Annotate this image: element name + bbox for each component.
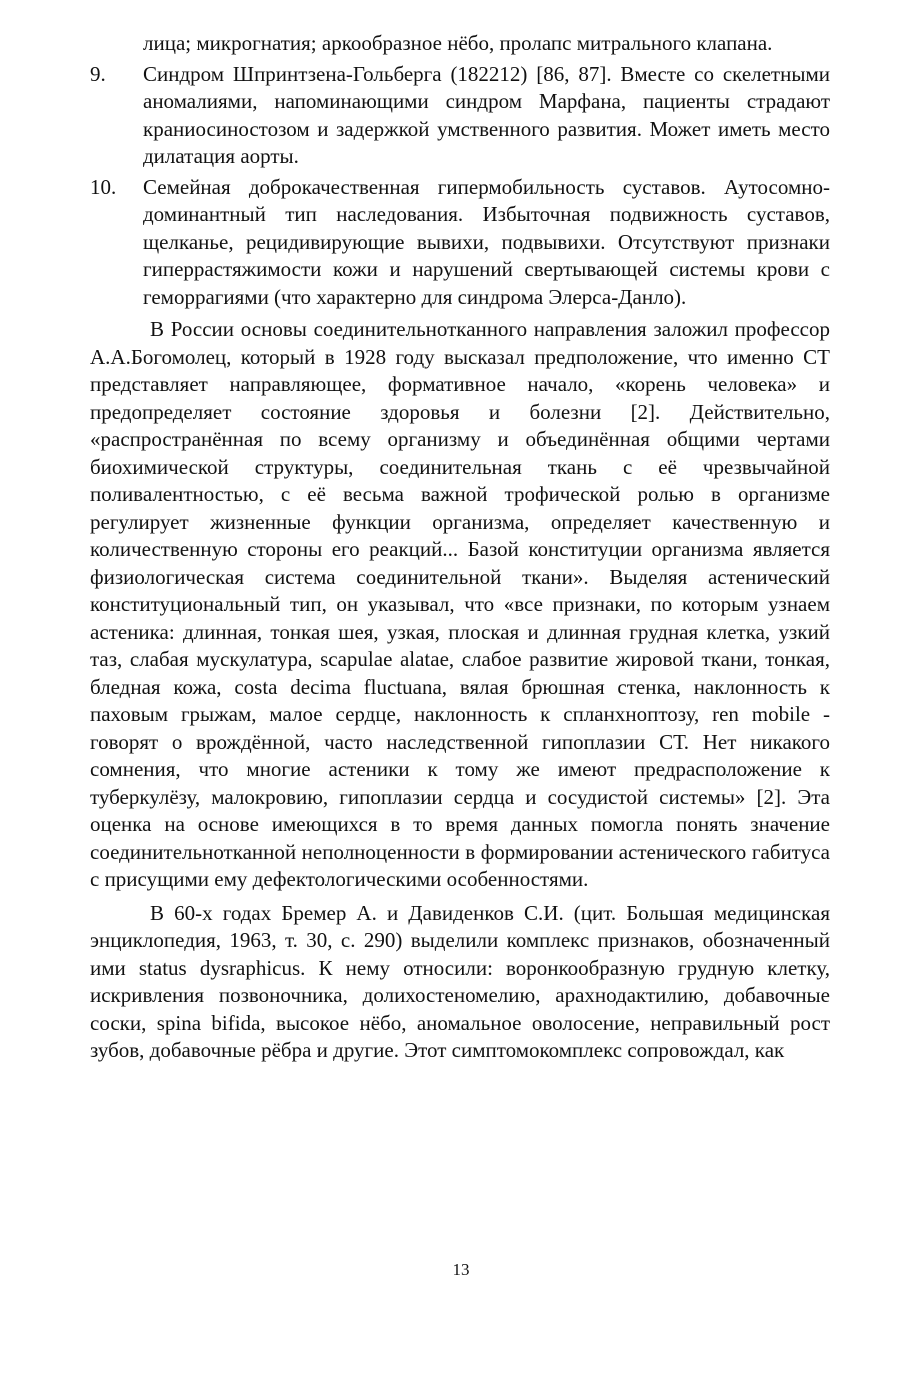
syndrome-list <box>90 30 830 314</box>
list-item-text: Синдром Шпринтзена-Гольберга (182212) [86, 87]. Вместе со скелетными аномалиями, напоминающими синдром Марфана, пациенты страдают краниосиностозом и задержкой умственного развития. Может иметь место дилатация аорты. <box>143 61 830 168</box>
page-number: 13 <box>452 1260 470 1279</box>
list-item-text: Семейная доброкачественная гипермобильность суставов. Аутосомно-доминантный тип наследования. Избыточная подвижность суставов, щелканье, рецидивирующие вывихи, подвывихи. Отсутствуют признаки гиперрастяжимости кожи и нарушений свертывающей системы крови с геморрагиями (что характерно для синдрома Элерса-Данло). <box>143 174 830 309</box>
list-item-text: лица; микрогнатия; аркообразное нёбо, пролапс митрального клапана. <box>143 31 773 55</box>
list-item <box>90 61 830 171</box>
paragraph: В 60-х годах Бремер А. и Давиденков С.И. (цит. Большая медицинская энциклопедия, 1963, т. 30, с. 290) выделили комплекс признаков, обозначенный ими status dysraphicus. К нему относили: воронкообразную грудную клетку, искривления позвоночника, долихостеномелию, арахнодактилию, добавочные соски, spina bifida, высокое нёбо, аномальное оволосение, неправильный рост зубов, добавочные рёбра и другие. Этот симптомокомплекс сопровождал, как <box>90 900 830 1062</box>
list-item <box>90 30 830 58</box>
list-item-number: 10. <box>90 174 117 199</box>
list-item <box>90 174 830 312</box>
paragraph: В России основы соединительнотканного направления заложил профессор А.А.Богомолец, который в 1928 году высказал предположение, что именно СТ представляет направляющее, формативное начало, «корень человека» и предопределяет состояние здоровья и болезни [2]. Действительно, «распространённая по всему организму и объединённая общими чертами биохимической структуры, соединительная ткань с её чрезвычайной поливалентностью, с её весьма важной трофической ролью в организме регулирует жизненные функции организма, определяет качественную и количественную стороны его реакций... Базой конституции организма является физиологическая система соединительной ткани». Выделяя астенический конституциональный тип, он указывал, что «все признаки, по которым узнаем астеника: длинная, тонкая шея, узкая, плоская и длинная грудная клетка, узкий таз, слабая мускулатура, scapulae alatae, слабое развитие жировой ткани, тонкая, бледная кожа, costa decima fluctuana, вялая брюшная стенка, наклонность к паховым грыжам, малое сердце, наклонность к спланхноптозу, ren mobile - говорят о врождённой, часто наследственной гипоплазии СТ. Нет никакого сомнения, что многие астеники к тому же имеют предрасположение к туберкулёзу, малокровию, гипоплазии сердца и сосудистой системы» [2]. Эта оценка на основе имеющихся в то время данных помогла понять значение соединительнотканной неполноценности в формировании астенического габитуса с присущими ему дефектологическими особенностями. <box>90 317 830 891</box>
list-item-number: 9. <box>90 61 106 86</box>
body-text <box>90 316 830 1071</box>
